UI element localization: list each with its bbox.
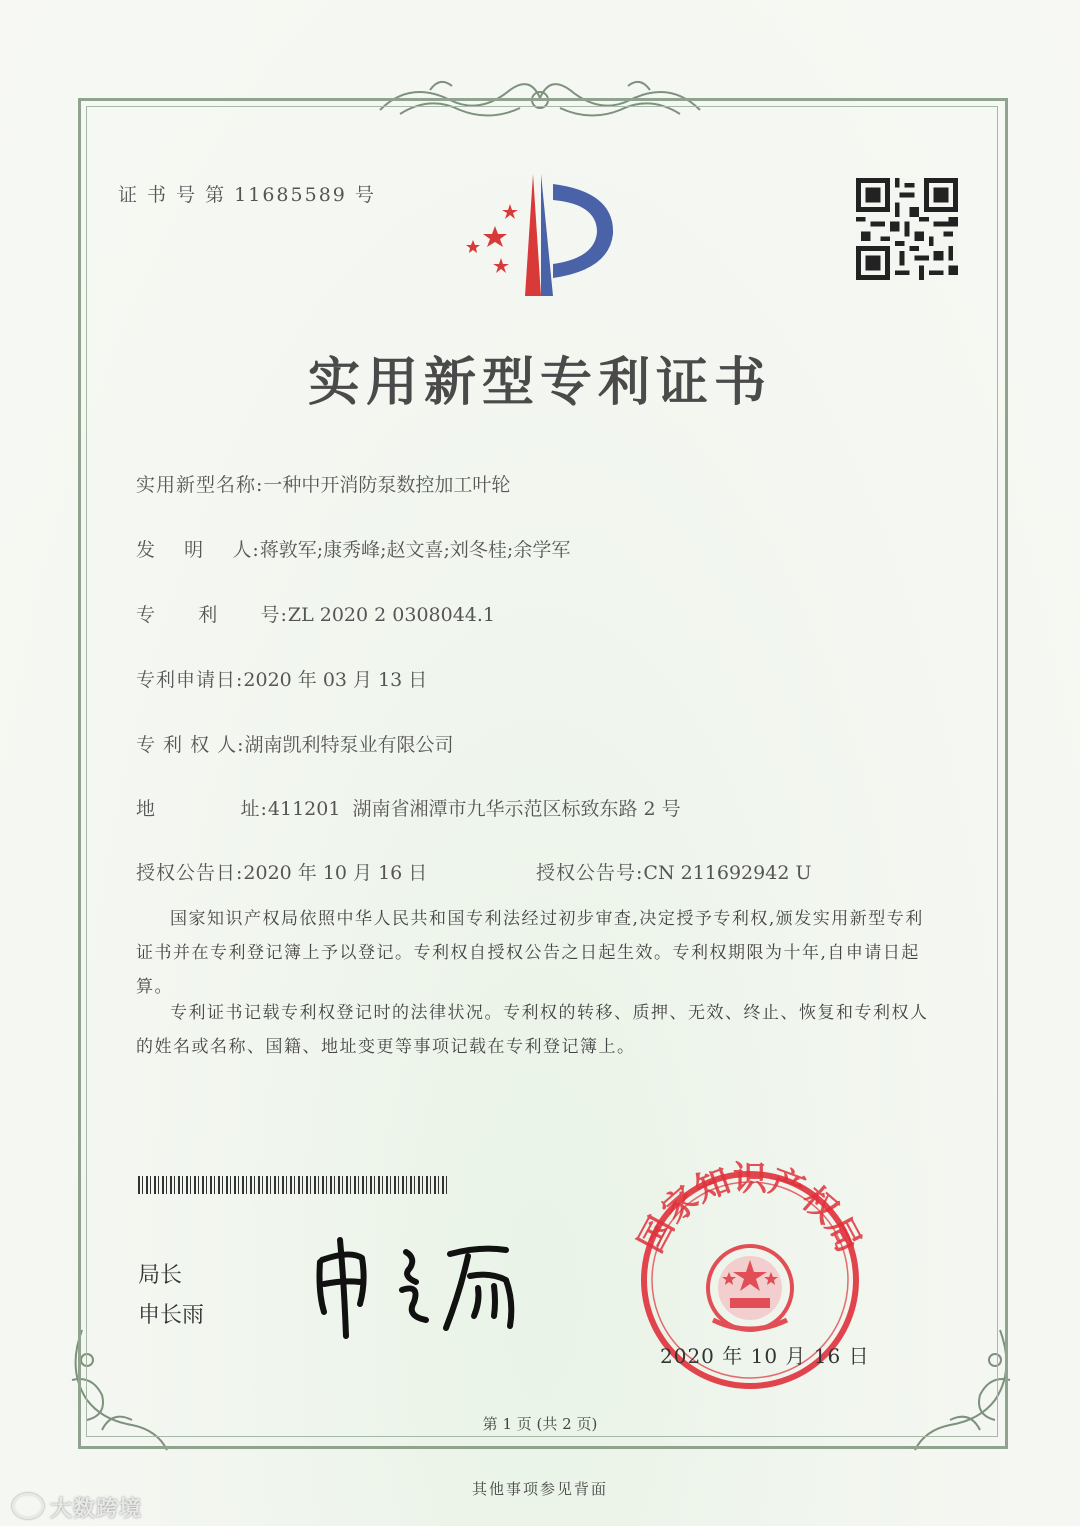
utility-model-name-row [136,470,510,497]
certificate-number: 证 书 号 第 11685589 号 [118,184,376,206]
grant-date-label: 授权公告日: [136,862,244,884]
page-title: 实用新型专利证书 [307,352,772,413]
back-note: 其他事项参见背面 [471,1480,608,1498]
grant-number-value: CN 211692942 U [643,862,812,884]
utility-model-name-label: 实用新型名称: [136,474,264,496]
director-title: 局长 [138,1263,183,1288]
director-name: 申长雨 [138,1303,205,1328]
address-value: 411201 湖南省湘潭市九华示范区标致东路 2 号 [267,798,681,820]
patent-holder-label: 专 利 权 人: [136,734,245,756]
body-paragraph-2: 专利证书记载专利权登记时的法律状况。专利权的转移、质押、无效、终止、恢复和专利权人的姓名或名称、国籍、地址变更等事项记载在专利登记簿上。 [136,1003,929,1057]
grant-date-value: 2020 年 10 月 16 日 [243,862,428,884]
address-label: 地 址: [136,798,268,820]
inventor-row [136,535,570,562]
patent-holder-row [136,730,454,757]
patent-holder-value: 湖南凯利特泵业有限公司 [244,734,454,756]
apply-date-row [136,665,427,692]
apply-date-label: 专利申请日: [136,669,244,691]
grant-number-label: 授权公告号: [536,862,644,884]
page-number: 第 1 页 (共 2 页) [482,1415,598,1433]
watermark [12,1492,142,1523]
watermark-text: 大数跨境 [50,1497,143,1522]
inventor-value: 蒋敦军;康秀峰;赵文喜;刘冬桂;余学军 [259,539,571,561]
patent-number-value: ZL 2020 2 0308044.1 [287,604,496,626]
watermark-logo-icon [12,1493,44,1519]
grant-number-row [536,858,811,885]
address-row [136,794,681,821]
barcode-icon [138,1176,450,1194]
patent-number-row [136,600,495,627]
seal-date: 2020 年 10 月 16 日 [660,1344,870,1368]
inventor-label: 发 明 人: [136,539,260,561]
apply-date-value: 2020 年 03 月 13 日 [243,669,428,691]
body-paragraph-1: 国家知识产权局依照中华人民共和国专利法经过初步审查,决定授予专利权,颁发实用新型专利证书并在专利登记簿上予以登记。专利权自授权公告之日起生效。专利权期限为十年,自申请日起算。 [136,909,924,997]
utility-model-name-value: 一种中开消防泵数控加工叶轮 [263,474,511,496]
seal-text: 国家知识产权局 [631,1160,869,1260]
patent-number-label: 专 利 号: [136,604,288,626]
qr-code-icon [856,178,958,280]
director-signature-icon [310,1232,540,1342]
cnipa-logo-icon [455,170,625,300]
grant-date-row [136,858,427,885]
